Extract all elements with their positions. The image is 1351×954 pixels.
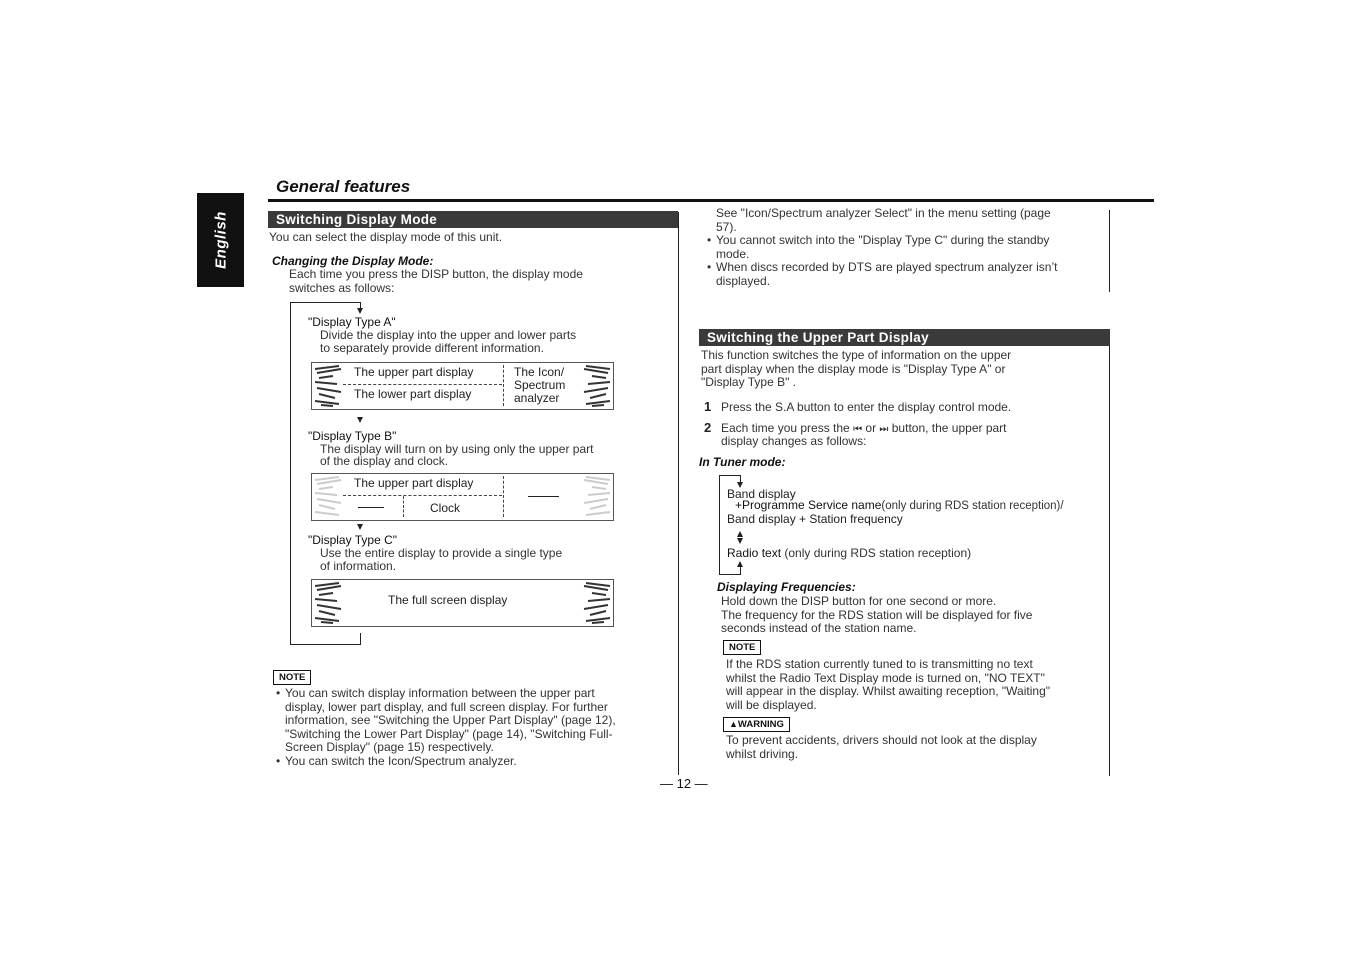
display-type-a-desc-2: to separately provide different information.: [320, 341, 544, 355]
lower-part-display-label: The lower part display: [354, 387, 472, 401]
step-number: 1: [704, 399, 712, 414]
continuation-text: See "Icon/Spectrum analyzer Select" in the menu setting (page 57). • You cannot switch into the "Display Type C" during the standby mode. • When discs recorded by DTS are played spectrum analyzer isn’t displayed.: [707, 207, 1102, 288]
faded-wave-pattern-icon: [313, 475, 343, 519]
band-display-label: Band display: [727, 487, 796, 501]
display-type-c-desc-2: of information.: [320, 559, 397, 573]
flow-arrow-down-icon: [357, 524, 363, 530]
upper-intro: This function switches the type of information on the upper part display when the display mode is "Display Type A" or "Display Type B" .: [701, 348, 1012, 389]
step-2-text: Each time you press the ⏮ or ⏭ button, the upper part: [721, 421, 1007, 435]
dashed-divider: [503, 476, 504, 517]
step-1-text: Press the S.A button to enter the display control mode.: [721, 400, 1012, 414]
wave-pattern-icon: [313, 581, 343, 625]
display-type-a-desc-1: Divide the display into the upper and lower parts: [320, 328, 577, 342]
flow-loop-top: [290, 302, 360, 303]
dashed-divider: [403, 496, 404, 517]
band-frequency-label: Band display + Station frequency: [727, 512, 903, 526]
list-item: • When discs recorded by DTS are played spectrum analyzer isn’t displayed.: [707, 260, 1058, 288]
next-track-icon: ⏭: [879, 424, 889, 435]
wave-pattern-icon: [582, 364, 612, 408]
wave-pattern-icon: [313, 364, 343, 408]
tuner-mode-title: In Tuner mode:: [699, 455, 786, 469]
bullet-icon: •: [276, 686, 281, 700]
upper-part-display-label: The upper part display: [354, 365, 474, 379]
tuner-flow-connector: [740, 566, 741, 575]
language-tab: [197, 193, 244, 287]
note-badge: NOTE: [723, 640, 761, 655]
display-type-c-label: "Display Type C": [308, 533, 397, 547]
note-badge: NOTE: [273, 670, 311, 685]
column-divider: [678, 212, 679, 775]
icon-spectrum-label: The Icon/ Spectrum analyzer: [514, 365, 566, 405]
display-type-b-diagram: [311, 473, 614, 521]
display-type-a-diagram: [311, 362, 614, 410]
tuner-arrow-down-icon: [737, 538, 743, 544]
tuner-arrow-up-icon: [737, 531, 743, 537]
list-item: • You can switch the Icon/Spectrum analyzer.: [276, 753, 517, 768]
right-border-bottom: [1109, 346, 1110, 776]
rds-note-text: If the RDS station currently tuned to is transmitting no text whilst the Radio Text Display mode is turned on, "NO TEXT" will appear in the display. Whilst awaiting reception, "Waiting" will be displayed.: [726, 657, 1050, 712]
section-heading-upper-part-display: Switching the Upper Part Display: [699, 329, 1110, 346]
prev-track-icon: ⏮: [853, 424, 863, 435]
radio-text-label: Radio text (only during RDS station reception): [727, 546, 972, 560]
changing-line-1: Each time you press the DISP button, the display mode: [289, 267, 583, 281]
step-2-text-line-2: display changes as follows:: [721, 434, 867, 448]
page-title: General features: [276, 177, 411, 196]
dashed-divider: [503, 365, 504, 406]
blank-segment: [528, 496, 559, 497]
page-number: — 12 —: [660, 776, 708, 791]
display-type-b-label: "Display Type B": [308, 429, 397, 443]
faded-wave-pattern-icon: [582, 475, 612, 519]
list-item: • You can switch display information between the upper part display, lower part display, and full screen display. For further information, see "Switching the Upper Part Display" (page 12), "Switching the Lower Part Display" (page 14), "Switching Full- Screen Display" (page 15) respectively.: [276, 686, 616, 754]
flow-arrow-down-icon: [357, 417, 363, 423]
tuner-flow-loop-top: [719, 475, 740, 476]
programme-service-label: +Programme Service name(only during RDS station reception)/: [735, 498, 1064, 512]
language-tab-label: English: [211, 211, 229, 269]
display-type-b-desc-2: of the display and clock.: [320, 454, 449, 468]
dashed-divider: [343, 384, 502, 385]
displaying-frequencies-title: Displaying Frequencies:: [717, 580, 856, 594]
flow-connector: [360, 633, 361, 645]
right-border-top: [1109, 210, 1110, 292]
changing-line-2: switches as follows:: [289, 281, 395, 295]
display-type-c-desc-1: Use the entire display to provide a single type: [320, 546, 563, 560]
flow-loop-bottom: [290, 644, 360, 645]
display-type-a-label: "Display Type A": [308, 315, 396, 329]
changing-display-mode-title: Changing the Display Mode:: [272, 254, 434, 268]
warning-text: To prevent accidents, drivers should not look at the display whilst driving.: [726, 733, 1037, 761]
full-screen-display-label: The full screen display: [388, 593, 508, 607]
frequencies-text: Hold down the DISP button for one second or more. The frequency for the RDS station will be displayed for five seconds instead of the station name.: [721, 594, 1033, 635]
note-bullets: [276, 687, 671, 768]
warning-triangle-icon: ▲: [729, 719, 738, 729]
bullet-icon: •: [276, 753, 281, 768]
step-number: 2: [704, 420, 712, 435]
upper-part-display-label: The upper part display: [354, 476, 474, 490]
bullet-icon: •: [707, 260, 712, 274]
bullet-icon: •: [707, 233, 712, 247]
list-item: • You cannot switch into the "Display Type C" during the standby mode.: [707, 233, 1050, 261]
tuner-flow-loop-bottom: [719, 574, 740, 575]
wave-pattern-icon: [582, 581, 612, 625]
blank-segment: [358, 507, 384, 508]
flow-loop-left: [290, 302, 291, 645]
tuner-flow-loop-left: [719, 475, 720, 575]
section-heading-display-mode: Switching Display Mode: [268, 211, 678, 228]
display-type-c-diagram: [311, 579, 614, 627]
dashed-divider: [343, 495, 502, 496]
flow-arrow-down-icon: [357, 308, 363, 314]
intro-text: You can select the display mode of this unit.: [269, 230, 503, 244]
display-type-b-desc-1: The display will turn on by using only the upper part: [320, 442, 594, 456]
clock-label: Clock: [430, 501, 461, 515]
warning-badge: ▲WARNING: [723, 717, 790, 732]
title-rule: [268, 199, 1154, 202]
